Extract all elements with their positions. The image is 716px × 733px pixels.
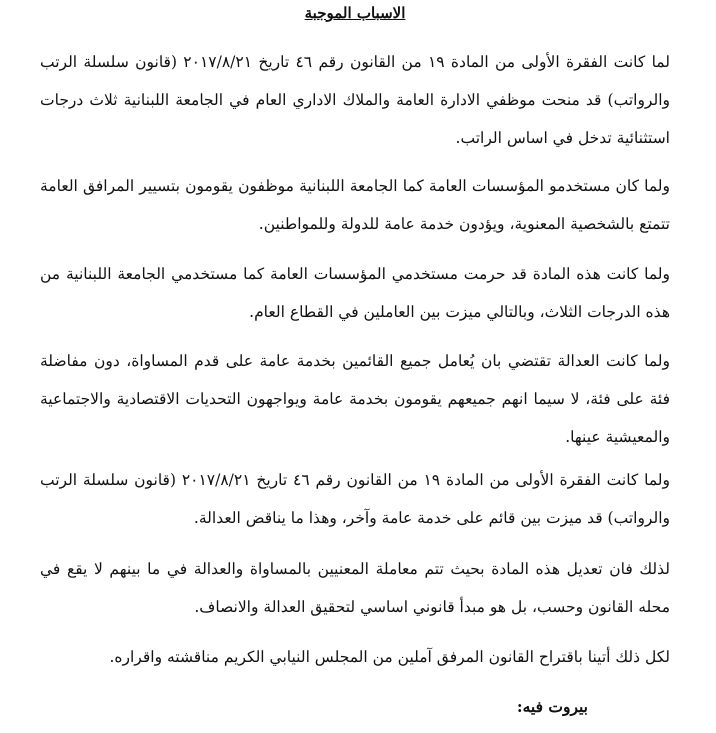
paragraph-2: ولما كان مستخدمو المؤسسات العامة كما الجامعة اللبنانية موظفون يقومون بتسيير المرافق العامة تتمتع بالشخصية المعنوية، ويؤدون خدمة عامة للدولة وللمواطنين.: [40, 177, 670, 233]
paragraph-6: لذلك فان تعديل هذه المادة بحيث تتم معاملة المعنيين بالمساواة والعدالة في ما بينهم لا يقع في محله القانون وحسب، بل هو مبدأ قانوني اساسي لتحقيق العدالة والانصاف.: [40, 560, 670, 616]
document-title: الاسباب الموجبة: [304, 4, 406, 22]
paragraph-5: ولما كانت الفقرة الأولى من المادة ١٩ من القانون رقم ٤٦ تاريخ ٢٠١٧/٨/٢١ (قانون سلسلة الرتب والرواتب) قد ميزت بين قائم على خدمة عامة وآخر، وهذا ما يناقض العدالة.: [40, 471, 670, 527]
paragraph-7: لكل ذلك أتينا باقتراح القانون المرفق آملين من المجلس النيابي الكريم مناقشته واقراره.: [109, 648, 670, 666]
document-page: [40, 0, 670, 733]
paragraph-3: ولما كانت هذه المادة قد حرمت مستخدمي المؤسسات العامة كما مستخدمي الجامعة اللبنانية من هذه الدرجات الثلاث، وبالتالي ميزت بين العاملين في القطاع العام.: [40, 265, 670, 321]
paragraph-4: ولما كانت العدالة تقتضي بان يُعامل جميع القائمين بخدمة عامة على قدم المساواة، دون مفاضلة فئة على فئة، لا سيما انهم جميعهم يقومون بخدمة عامة ويواجهون التحديات الاقتصادية والاجتماعية والمعيشية عينها.: [40, 352, 670, 446]
place-date-line: بيروت فيه:: [516, 697, 588, 716]
paragraph-1: لما كانت الفقرة الأولى من المادة ١٩ من القانون رقم ٤٦ تاريخ ٢٠١٧/٨/٢١ (قانون سلسلة الرتب والرواتب) قد منحت موظفي الادارة العامة والملاك الاداري العام في الجامعة اللبنانية ثلاث درجات استثنائية تدخل في اساس الراتب.: [40, 53, 670, 147]
